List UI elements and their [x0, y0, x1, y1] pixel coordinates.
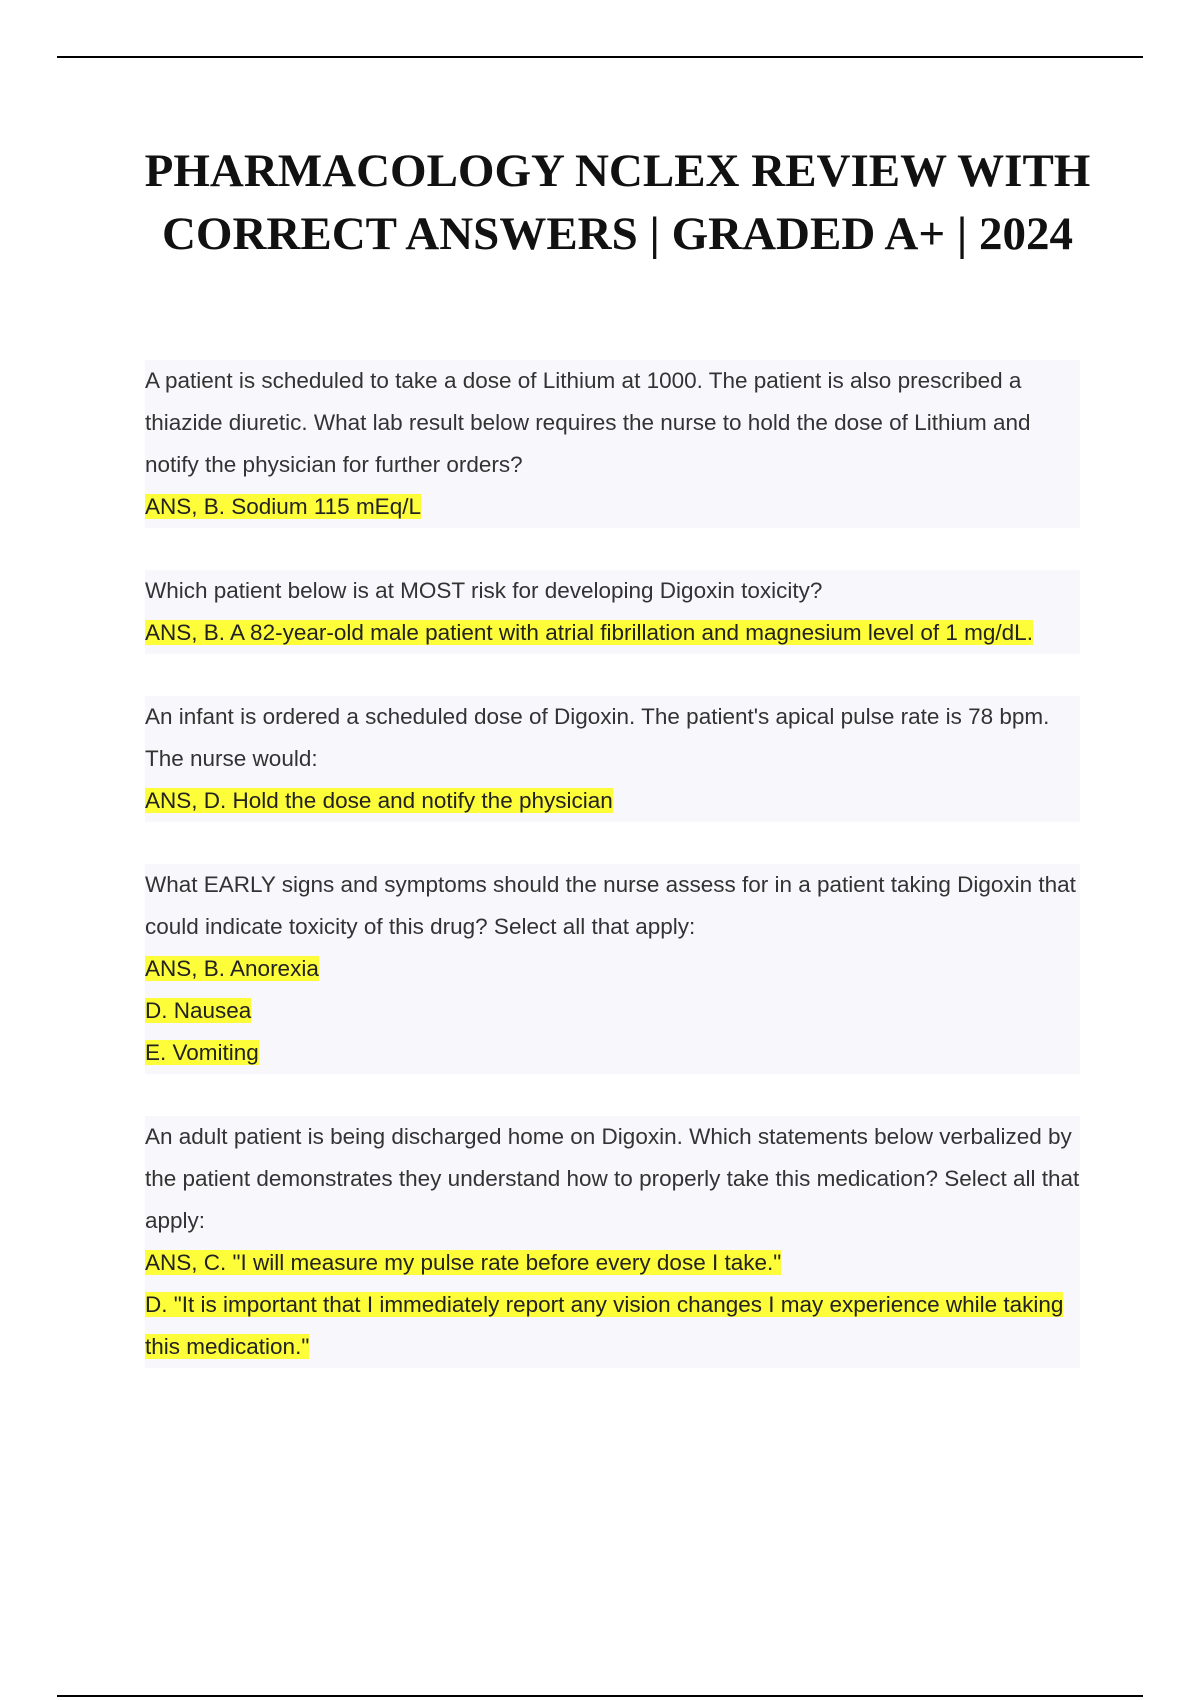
header-rule: [57, 56, 1143, 58]
qa-item: [145, 864, 1080, 1074]
answer-highlight: ANS, B. Anorexia: [145, 956, 319, 981]
answer-highlight: ANS, C. "I will measure my pulse rate before every dose I take.": [145, 1250, 782, 1275]
answer-highlight: D. Nausea: [145, 998, 252, 1023]
answer-line: [145, 486, 1080, 528]
qa-item: [145, 696, 1080, 822]
answer-line: [145, 1284, 1080, 1368]
question-text: A patient is scheduled to take a dose of Lithium at 1000. The patient is also prescribed a thiazide diuretic. What lab result below requires the nurse to hold the dose of Lithium and notify the physician for further orders?: [145, 368, 1031, 477]
answer-highlight: ANS, B. Sodium 115 mEq/L: [145, 494, 421, 519]
answer-line: [145, 780, 1080, 822]
qa-item: [145, 1116, 1080, 1368]
document-title: PHARMACOLOGY NCLEX REVIEW WITH CORRECT ANSWERS | GRADED A+ | 2024: [144, 145, 1091, 260]
answer-line: [145, 948, 1080, 990]
answer-highlight: E. Vomiting: [145, 1040, 259, 1065]
answer-highlight: ANS, D. Hold the dose and notify the physician: [145, 788, 613, 813]
question-text: Which patient below is at MOST risk for developing Digoxin toxicity?: [145, 578, 823, 603]
qa-item: [145, 360, 1080, 528]
answer-highlight: D. "It is important that I immediately report any vision changes I may experience while taking this medication.": [145, 1292, 1064, 1359]
answer-line: [145, 990, 1080, 1032]
question-text: An infant is ordered a scheduled dose of Digoxin. The patient's apical pulse rate is 78 bpm. The nurse would:: [145, 704, 1050, 771]
qa-list: [145, 360, 1080, 1410]
answer-highlight: ANS, B. A 82-year-old male patient with atrial fibrillation and magnesium level of 1 mg/dL.: [145, 620, 1033, 645]
question-text: What EARLY signs and symptoms should the nurse assess for in a patient taking Digoxin that could indicate toxicity of this drug? Select all that apply:: [145, 872, 1076, 939]
footer-rule: [57, 1695, 1143, 1697]
answer-line: [145, 1032, 1080, 1074]
qa-item: [145, 570, 1080, 654]
answer-line: [145, 1242, 1080, 1284]
answer-line: [145, 612, 1080, 654]
question-text: An adult patient is being discharged home on Digoxin. Which statements below verbalized by the patient demonstrates they understand how to properly take this medication? Select all that apply:: [145, 1124, 1080, 1233]
